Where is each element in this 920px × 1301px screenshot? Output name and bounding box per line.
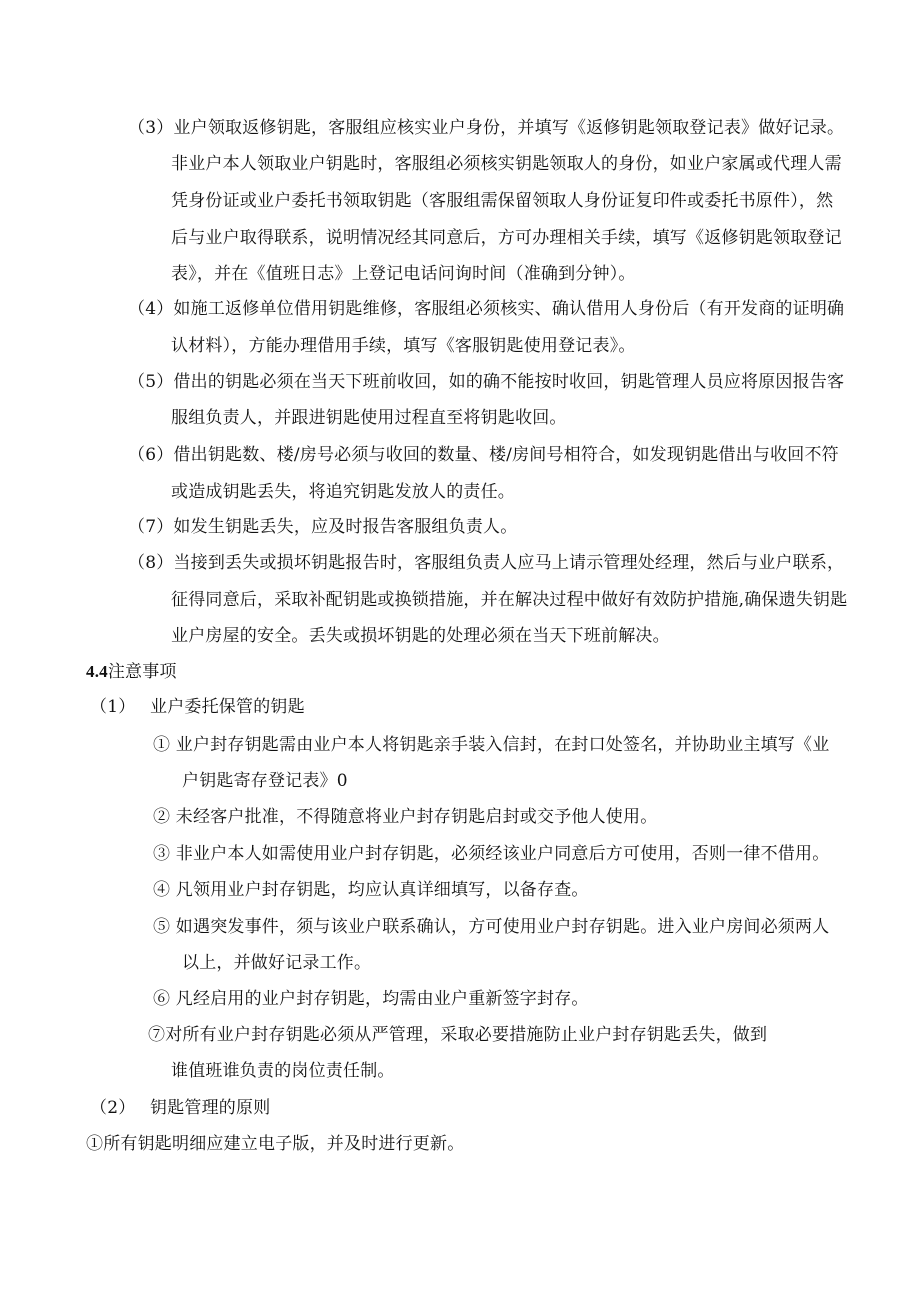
custody-item-1-line-1: ① 业户封存钥匙需由业户本人将钥匙亲手装入信封，在封口处签名，并协助业主填写《业 [153, 735, 830, 755]
item-3-line-5: 表》，并在《值班日志》上登记电话问询时间（准确到分钟）。 [171, 264, 636, 284]
item-3-line-2: 非业户本人领取业户钥匙时，客服组必须核实钥匙领取人的身份，如业户家属或代理人需 [171, 154, 842, 174]
subsection-1-title: 业户委托保管的钥匙 [150, 697, 305, 717]
item-3-line-3: 凭身份证或业户委托书领取钥匙（客服组需保留领取人身份证复印件或委托书原件），然 [171, 191, 834, 211]
item-6-line-2: 或造成钥匙丢失，将追究钥匙发放人的责任。 [171, 482, 515, 502]
section-title: 注意事项 [107, 662, 177, 682]
custody-item-2: ② 未经客户批准，不得随意将业户封存钥匙启封或交予他人使用。 [153, 807, 658, 827]
subsection-2-title: 钥匙管理的原则 [150, 1098, 271, 1118]
custody-item-3: ③ 非业户本人如需使用业户封存钥匙，必须经该业户同意后方可使用，否则一律不借用。 [153, 844, 830, 864]
item-5-line-2: 服组负责人，并跟进钥匙使用过程直至将钥匙收回。 [171, 408, 567, 428]
custody-item-6: ⑥ 凡经启用的业户封存钥匙，均需由业户重新签字封存。 [153, 989, 589, 1009]
subsection-1-label: （1） [90, 697, 136, 717]
subsection-2-label: （2） [90, 1098, 136, 1118]
item-8-line-2: 征得同意后，采取补配钥匙或换锁措施，并在解决过程中做好有效防护措施,确保遗失钥匙 [171, 590, 848, 610]
item-3-line-1: （3）业户领取返修钥匙，客服组应核实业户身份，并填写《返修钥匙领取登记表》做好记录。 [128, 118, 845, 138]
principle-item-1: ①所有钥匙明细应建立电子版，并及时进行更新。 [86, 1134, 465, 1154]
item-8-line-3: 业户房屋的安全。丢失或损坏钥匙的处理必须在当天下班前解决。 [171, 626, 670, 646]
custody-item-5-line-2: 以上，并做好记录工作。 [182, 953, 372, 973]
item-7-line-1: （7）如发生钥匙丢失，应及时报告客服组负责人。 [128, 517, 518, 537]
custody-item-7-line-2: 谁值班谁负责的岗位责任制。 [171, 1061, 395, 1081]
custody-item-1-line-2: 户钥匙寄存登记表》0 [182, 771, 348, 791]
section-number: 4.4 [86, 662, 108, 681]
custody-item-5-line-1: ⑤ 如遇突发事件，须与该业户联系确认，方可使用业户封存钥匙。进入业户房间必须两人 [153, 917, 830, 937]
item-4-line-1: （4）如施工返修单位借用钥匙维修，客服组必须核实、确认借用人身份后（有开发商的证明确 [128, 299, 845, 319]
custody-item-7-line-1: ⑦对所有业户封存钥匙必须从严管理，采取必要措施防止业户封存钥匙丢失，做到 [148, 1025, 768, 1045]
item-6-line-1: （6）借出钥匙数、楼/房号必须与收回的数量、楼/房间号相符合，如发现钥匙借出与收回不符 [128, 445, 839, 465]
item-8-line-1: （8）当接到丢失或损坏钥匙报告时，客服组负责人应马上请示管理处经理，然后与业户联系， [128, 553, 845, 573]
item-3-line-4: 后与业户取得联系，说明情况经其同意后，方可办理相关手续，填写《返修钥匙领取登记 [171, 228, 842, 248]
item-4-line-2: 认材料），方能办理借用手续，填写《客服钥匙使用登记表》。 [171, 336, 636, 356]
section-heading [86, 661, 177, 683]
custody-item-4: ④ 凡领用业户封存钥匙，均应认真详细填写，以备存查。 [153, 880, 589, 900]
item-5-line-1: （5）借出的钥匙必须在当天下班前收回，如的确不能按时收回，钥匙管理人员应将原因报告客 [128, 372, 845, 392]
